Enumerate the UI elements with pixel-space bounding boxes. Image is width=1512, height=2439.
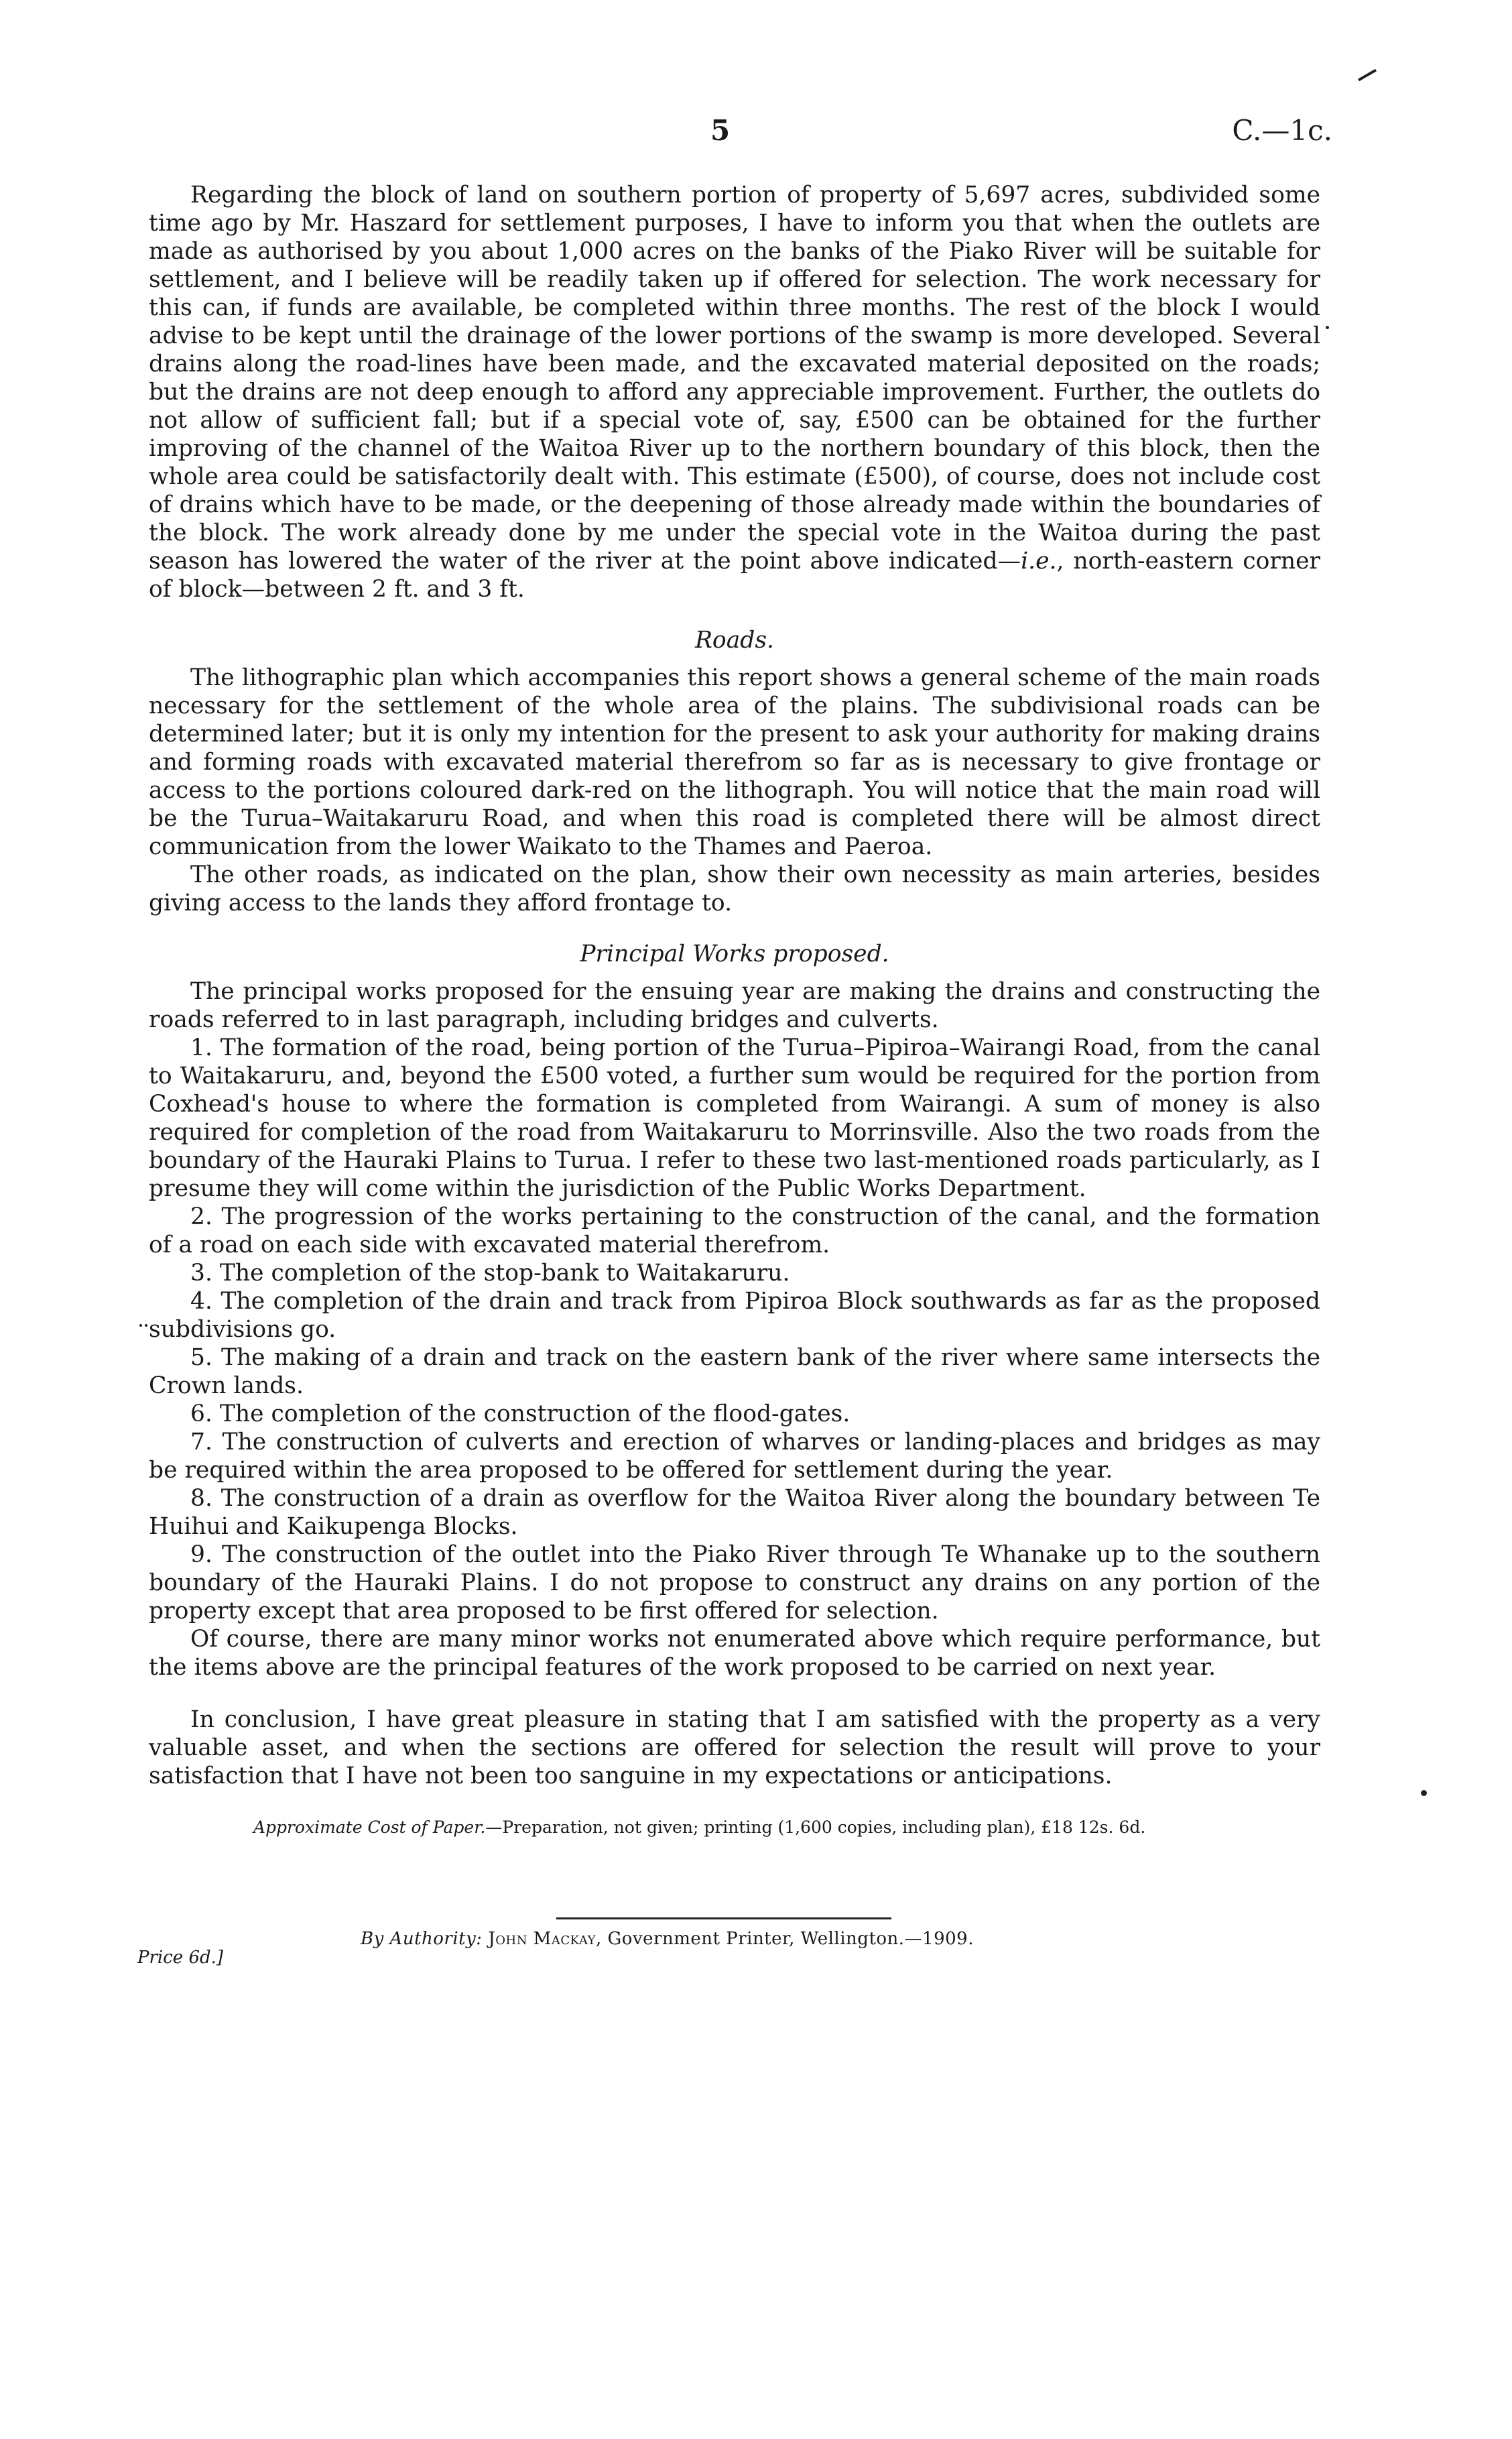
paragraph-conclusion: In conclusion, I have great pleasure in stating that I am satisfied with the property as a very valuable asset, and when the sections are offered for selection the result will prove to your satisfaction that I have not been too sanguine in my expectations or anticipations. [149,1706,1320,1789]
authority-prefix: By Authority: [361,1929,483,1949]
paragraph-works-outro: Of course, there are many minor works not enumerated above which require performance, but the items above are the principal features of the work proposed to be carried on next year. [149,1626,1320,1681]
works-item: 5. The making of a drain and track on the eastern bank of the river where same intersects the Crown lands. [149,1344,1320,1399]
page-number: 5 [710,114,731,147]
scan-mark-dot [1421,1790,1427,1796]
works-item: 9. The construction of the outlet into the Piako River through Te Whanake up to the southern boundary of the Hauraki Plains. I do not propose to construct any drains on any portion of the property except that area proposed to be first offered for selection. [149,1541,1320,1624]
authority-rest: , Government Printer, Wellington.—1909. [596,1929,974,1949]
document-code: C.—1c. [1232,114,1332,147]
ie-abbreviation: i.e. [1021,548,1057,575]
paragraph-roads-plan: The lithographic plan which accompanies this report shows a general scheme of the main roads necessary for the settlement of the whole area of the plains. The subdivisional roads can be determined later; but it is only my intention for the present to ask your authority for making drains and forming roads with excavated material therefrom so far as is necessary to give frontage or access to the portions coloured dark-red on the lithograph. You will notice that the main road will be the Turua–Waitakaruru Road, and when this road is completed there will be almost direct communication from the lower Waikato to the Thames and Paeroa. [149,664,1320,860]
roads-heading: Roads. [694,627,775,654]
principal-works-heading: Principal Works proposed. [580,941,889,967]
works-item: 6. The completion of the construction of the flood-gates. [190,1401,850,1427]
paragraph-southern-block-end: , north-eastern corner of block—between 2 ft. and 3 ft. [149,548,1320,603]
paragraph-southern-block-text: Regarding the block of land on southern portion of property of 5,697 acres, subdivided some time ago by Mr. Haszard for settlement purposes, I have to inform you that when the outlets are made as authorised by you about 1,000 acres on the banks of the Piako River will be suitable for settlement, and I believe will be readily taken up if offered for selection. The work necessary for this can, if funds are available, be completed within three months. The rest of the block I would advise to be kept until the drainage of the lower portions of the swamp is more developed. Several drains along the road-lines have been made, and the excavated material deposited on the roads; but the drains are not deep enough to afford any appreciable improvement. Further, the outlets do not allow of sufficient fall; but if a special vote of, say, £500 can be obtained for the further improving of the channel of the Waitoa River up to the northern boundary of this block, then the whole area could be satisfactorily dealt with. This estimate (£500), of course, does not include cost of drains which have to be made, or the deepening of those already made within the boundaries of the block. The work already done by me under the special vote in the Waitoa during the past season has lowered the water of the river at the point above indicated— [149,182,1320,575]
cost-label: Approximate Cost of Paper. [253,1818,486,1837]
paragraph-southern-block [149,181,1320,603]
footer-rule [556,1917,891,1919]
printer-name: John Mackay [488,1929,596,1949]
works-item: 4. The completion of the drain and track from Pipiroa Block southwards as far as the proposed subdivisions go. [149,1288,1320,1343]
scan-mark-dots [139,1324,147,1329]
scan-mark-dash [1358,69,1377,81]
printer-authority [361,1927,1165,1950]
scan-mark-dot [1326,326,1329,329]
works-item: 8. The construction of a drain as overflow for the Waitoa River along the boundary between Te Huihui and Kaikupenga Blocks. [149,1485,1320,1540]
works-item: 7. The construction of culverts and erection of wharves or landing-places and bridges as may be required within the area proposed to be offered for settlement during the year. [149,1429,1320,1484]
works-item: 2. The progression of the works pertaining to the construction of the canal, and the formation of a road on each side with excavated material therefrom. [149,1203,1320,1258]
works-item: 1. The formation of the road, being portion of the Turua–Pipiroa–Wairangi Road, from the canal to Waitakaruru, and, beyond the £500 voted, a further sum would be required for the portion from Coxhead's house to where the formation is completed from Wairangi. A sum of money is also required for completion of the road from Waitakaruru to Morrinsville. Also the two roads from the boundary of the Hauraki Plains to Turua. I refer to these two last-mentioned roads particularly, as I presume they will come within the jurisdiction of the Public Works Department. [149,1034,1320,1202]
page-header [0,114,1512,154]
report-body [149,181,1320,1790]
paragraph-works-intro: The principal works proposed for the ensuing year are making the drains and constructing the roads referred to in last paragraph, including bridges and culverts. [149,978,1320,1033]
cost-text: —Preparation, not given; printing (1,600 copies, including plan), £18 12s. 6d. [485,1818,1146,1837]
cost-of-paper [253,1817,1326,1838]
price-label: Price 6d.] [137,1948,224,1968]
paragraph-roads-other: The other roads, as indicated on the plan, show their own necessity as main arteries, besides giving access to the lands they afford frontage to. [149,861,1320,916]
works-item: 3. The completion of the stop-bank to Waitakaruru. [190,1260,790,1287]
